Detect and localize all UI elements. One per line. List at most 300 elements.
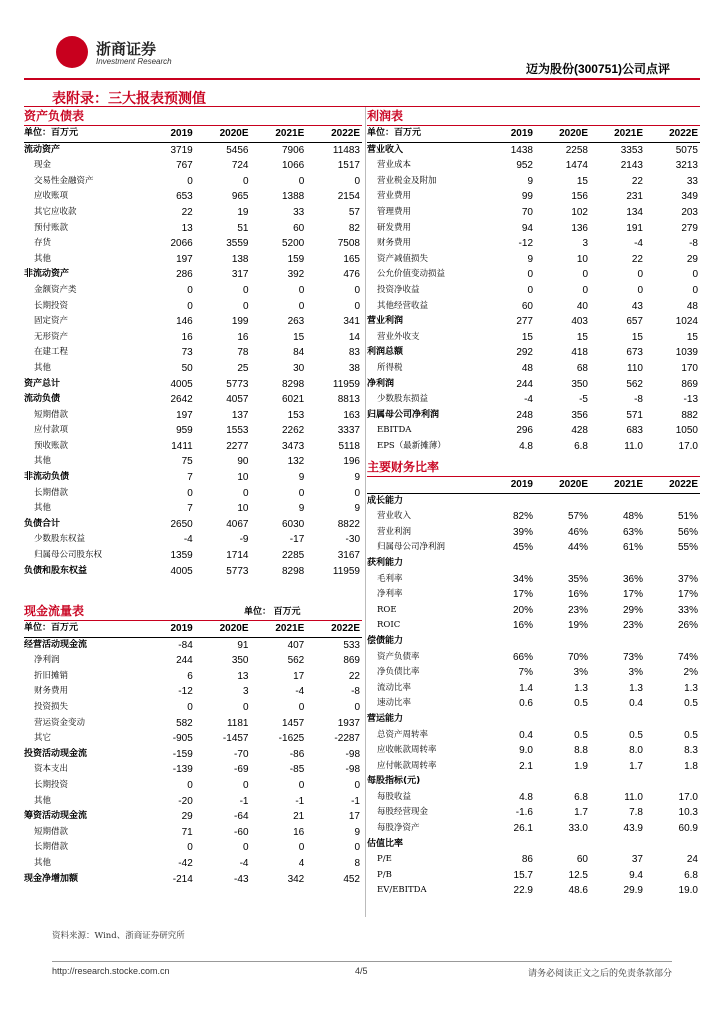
cell-value: 30 [293,362,305,374]
cell-value: 0 [527,284,533,296]
cell-value: 0 [298,842,305,854]
row-label: 净利润 [367,378,395,389]
cell-value: 33% [677,604,698,616]
row-label: 其他 [34,795,52,806]
row-label: 无形资产 [34,331,69,342]
cell-value: -2287 [334,733,360,745]
disclaimer: 请务必阅读正文之后的免责条款部分 [527,969,672,979]
cell-value: 6.8 [574,440,588,452]
cell-value [535,556,590,572]
cell-value: -20 [178,795,193,807]
cell-value: 0 [354,284,360,296]
cell-value: 110 [627,362,643,374]
cell-value: 3353 [620,144,643,156]
cell-value: 37% [677,573,698,585]
table-row [24,501,362,517]
row-label: 财务费用 [34,686,69,697]
table-row [24,840,362,856]
cell-value: 74% [677,651,698,663]
ratios-panel [367,459,700,899]
row-label: 长期投资 [34,300,69,311]
row-label: 折旧摊销 [34,670,69,681]
table-row [367,790,700,806]
cell-value: -4 [634,238,643,250]
cell-value: 134 [626,206,643,218]
table-row [24,809,362,825]
table-row [367,774,700,790]
row-label: 少数股东权益 [34,534,86,545]
row-label: 流动负债 [24,394,61,405]
cell-value: 1.8 [684,760,698,772]
cell-value: 4067 [226,518,249,530]
cell-value: -139 [172,764,193,776]
cell-value: 403 [571,316,588,328]
row-label: 非流动资产 [24,269,70,280]
cell-value: 1024 [675,316,698,328]
row-label: 偿债能力 [367,635,404,646]
year-header: 2022E [306,126,362,142]
cell-value: 0 [637,269,643,281]
balance-sheet-title: 资产负债表 [24,108,362,126]
row-label: ROIC [377,620,401,631]
cell-value: 3337 [337,425,360,437]
cell-value: 1.4 [519,682,533,694]
footer-url[interactable]: http://research.stocke.com.cn [52,966,170,976]
year-header: 2019 [480,477,535,493]
cell-value: 48 [521,362,533,374]
table-row [24,517,362,533]
row-label: 应收帐款周转率 [377,745,437,756]
table-row [24,872,362,888]
cell-value: 0 [242,175,249,187]
cell-value: 10 [237,503,249,515]
cell-value: 191 [626,222,643,234]
cell-value: 952 [516,160,533,172]
row-label: 成长能力 [367,495,404,506]
cell-value: 29 [686,253,698,265]
cell-value: 0 [354,300,360,312]
section-divider [24,106,700,107]
cell-value: 26.1 [513,823,533,835]
cell-value: 37 [631,854,643,866]
cell-value: 7.8 [629,807,643,819]
cell-value: 0 [354,487,360,499]
cell-value: 428 [571,425,588,437]
cell-value: -64 [234,811,249,823]
ratios-title: 主要财务比率 [367,459,700,477]
row-label: 营运能力 [367,713,404,724]
row-label: 金额资产类 [34,284,77,295]
cell-value: 36% [622,573,643,585]
table-row [367,805,700,821]
cell-value: 0 [354,701,360,713]
cell-value: 350 [571,378,588,390]
ratios-table [367,477,700,899]
cell-value: 19% [567,620,588,632]
row-label: 投资损失 [34,701,69,712]
row-label: 预收账款 [34,440,69,451]
cell-value: 22 [631,175,643,187]
row-label: 归属母公司股东权 [34,550,103,561]
cell-value [480,837,535,853]
cell-value: 8298 [282,378,305,390]
cell-value: 582 [176,717,193,729]
cell-value: -4 [295,686,305,698]
cell-value: 2285 [282,550,305,562]
cell-value [590,712,645,728]
cell-value: 34% [512,573,533,585]
cell-value: 203 [681,206,698,218]
cell-value: 8 [354,857,360,869]
cell-value: 317 [231,269,249,281]
cell-value: 6021 [282,394,305,406]
cell-value: 170 [681,362,698,374]
cell-value: 22.9 [513,885,533,897]
cell-value: 882 [681,409,698,421]
cell-value: 418 [571,347,588,359]
cashflow-title-text: 现金流量表 [24,604,85,618]
cell-value: 1553 [226,425,249,437]
cell-value: 156 [571,191,588,203]
cell-value: 2650 [170,518,193,530]
cell-value: 2642 [170,394,193,406]
year-header: 2019 [480,126,535,142]
row-label: 其他 [34,456,52,467]
cell-value [590,556,645,572]
cell-value: -4 [239,857,249,869]
row-label: 营业收入 [377,511,412,522]
cell-value: 9 [298,472,305,484]
cell-value: 43.9 [623,823,643,835]
cell-value: 11959 [332,378,360,390]
row-label: 资产总计 [24,378,61,389]
cell-value: 6 [187,670,193,682]
cell-value: 20% [512,604,533,616]
table-row [24,856,362,872]
cell-value: 4 [298,857,305,869]
table-row [367,189,700,205]
cell-value: 1714 [226,550,249,562]
cell-value: 292 [516,347,533,359]
table-row [367,439,700,455]
cell-value: 683 [626,425,643,437]
cell-value: -1 [351,795,360,807]
cell-value: 132 [287,456,305,468]
table-row [367,361,700,377]
cell-value: 3% [573,667,588,679]
cell-value: 38 [348,362,360,374]
cell-value: 17% [677,589,698,601]
cell-value: 248 [516,409,533,421]
table-row [24,252,362,268]
cell-value: 197 [176,409,193,421]
cell-value: 8.8 [574,745,588,757]
cell-value: -5 [579,394,588,406]
cell-value [590,837,645,853]
cell-value: 78 [237,347,249,359]
cell-value: 2258 [565,144,588,156]
cell-value [535,712,590,728]
cell-value: 0.5 [684,729,698,741]
row-label: 营业外收支 [377,331,420,342]
row-label: 经营活动现金流 [24,639,88,650]
cell-value: 14 [348,331,360,343]
company-name-en: Investment Research [96,57,172,66]
cell-value: 2% [683,667,698,679]
cell-value: 8.0 [629,745,643,757]
cell-value: 9 [298,503,305,515]
cell-value: 0 [242,487,249,499]
unit-label: 单位：百万元 [24,126,139,142]
cell-value: 3559 [226,238,249,250]
table-row [24,548,362,564]
table-row [24,700,362,716]
cell-value: 51 [237,222,249,234]
row-label: EPS（最新摊薄） [377,440,446,451]
cell-value: 5773 [226,565,249,577]
cell-value [480,774,535,790]
cell-value: 0 [187,701,193,713]
cell-value: -85 [289,764,305,776]
year-header: 2021E [590,477,645,493]
cell-value: 0 [582,284,588,296]
row-label: 总资产周转率 [377,729,429,740]
cell-value: 1937 [337,717,360,729]
cell-value: 138 [231,253,249,265]
cell-value: 4.8 [519,440,533,452]
cell-value: 476 [343,269,360,281]
cell-value: -69 [234,764,249,776]
cell-value: -12 [518,238,533,250]
cashflow-table [24,621,362,887]
table-row [367,408,700,424]
table-row [367,205,700,221]
row-label: 营运资金变动 [34,717,86,728]
row-label: 非流动负债 [24,472,70,483]
cell-value: 17 [293,670,305,682]
cell-value: 0.4 [519,729,533,741]
row-label: 估值比率 [367,838,404,849]
table-row [24,392,362,408]
cell-value: 9 [527,175,533,187]
table-row [24,158,362,174]
row-label: 在建工程 [34,347,69,358]
cell-value: 571 [626,409,643,421]
cell-value: 1050 [675,425,698,437]
row-label: 营业收入 [367,144,404,155]
table-row [24,778,362,794]
cell-value: 71 [181,826,193,838]
cell-value: 0.4 [629,698,643,710]
cell-value: 199 [231,316,249,328]
cell-value: 3 [242,686,249,698]
cell-value: 562 [287,655,305,667]
cell-value: 3 [582,238,588,250]
cell-value: 0 [187,284,193,296]
cell-value: 7 [187,472,193,484]
table-row [24,439,362,455]
cell-value: 277 [516,316,533,328]
cell-value: 0.5 [574,729,588,741]
cell-value: 146 [176,316,193,328]
year-header: 2021E [251,126,307,142]
cell-value [645,556,700,572]
cell-value: 392 [287,269,305,281]
row-label: EV/EBITDA [377,885,427,896]
cell-value: -1.6 [515,807,533,819]
cell-value [645,493,700,509]
cell-value: -60 [234,826,249,838]
cell-value: 724 [231,160,249,172]
cell-value: 15 [576,331,588,343]
table-row [367,345,700,361]
row-label: 公允价值变动损益 [377,269,446,280]
cell-value: 61% [622,542,643,554]
cell-value: 17% [512,589,533,601]
table-row [367,540,700,556]
cell-value: 653 [176,191,193,203]
cell-value: -1 [295,795,305,807]
table-row [367,283,700,299]
cell-value [480,634,535,650]
row-label: 负债和股东权益 [24,565,88,576]
table-row [367,821,700,837]
cell-value: 82 [348,222,360,234]
table-row [367,556,700,572]
doc-title: 迈为股份(300751)公司点评 [525,62,670,76]
cell-value: 5456 [226,144,249,156]
year-header: 2022E [645,126,700,142]
cell-value: 60 [521,300,533,312]
cell-value: 15 [521,331,533,343]
cell-value: 0 [298,284,305,296]
cell-value: 6030 [282,518,305,530]
cell-value: 356 [571,409,588,421]
cell-value: 82% [512,511,533,523]
cell-value [645,634,700,650]
row-label: 应付帐款周转率 [377,760,437,771]
cell-value: -1 [239,795,249,807]
row-label: ROE [377,604,397,615]
row-label: 归属母公司净利润 [377,542,446,553]
cell-value: 9.4 [629,869,643,881]
year-header: 2022E [306,621,362,637]
table-row [367,252,700,268]
row-label: EBITDA [377,425,412,436]
row-label: 其他 [34,857,52,868]
cell-value: 159 [287,253,305,265]
cell-value: 11959 [332,565,360,577]
cell-value: 17% [622,589,643,601]
cell-value: 4.8 [519,791,533,803]
cell-value [590,493,645,509]
year-header: 2019 [139,126,195,142]
table-row [367,650,700,666]
table-row [367,837,700,853]
table-header-row [24,126,362,142]
row-label: 其它 [34,733,52,744]
row-label: 管理费用 [377,206,412,217]
cell-value [480,712,535,728]
cell-value: 50 [181,362,193,374]
cell-value: 21 [293,811,305,823]
cell-value: 3473 [282,440,305,452]
table-row [367,142,700,158]
cell-value: 2277 [226,440,249,452]
cell-value: 5773 [226,378,249,390]
row-label: 获利能力 [367,557,404,568]
cell-value: 23% [622,620,643,632]
cell-value: 55% [677,542,698,554]
cell-value: 5075 [675,144,698,156]
cashflow-panel [24,603,362,887]
table-row [367,603,700,619]
cell-value: 46% [567,526,588,538]
cell-value: 4005 [170,378,193,390]
cell-value: 17.0 [678,791,698,803]
row-label: 投资净收益 [377,284,420,295]
row-label: 研发费用 [377,222,412,233]
cell-value: 16 [293,826,305,838]
balance-sheet-panel [24,108,362,579]
cell-value: 44% [567,542,588,554]
cell-value: -86 [289,748,305,760]
row-label: 所得税 [377,362,403,373]
year-header: 2020E [195,621,251,637]
cell-value: 7906 [282,144,305,156]
cell-value: 35% [567,573,588,585]
cell-value: 4057 [226,394,249,406]
cell-value: -905 [172,733,193,745]
cell-value: 869 [681,378,698,390]
cell-value: 11.0 [624,791,643,803]
cell-value: 19.0 [678,885,698,897]
cell-value: 16% [512,620,533,632]
cell-value: 11.0 [624,440,643,452]
row-label: 营业税金及附加 [377,175,437,186]
cell-value: 244 [516,378,533,390]
income-panel [367,108,700,454]
table-row [24,299,362,315]
cell-value: 66% [512,651,533,663]
row-label: 归属母公司净利润 [367,409,440,420]
cell-value: 0 [242,300,249,312]
cell-value: 0 [637,284,643,296]
cell-value: 99 [521,191,533,203]
cell-value: 51% [677,511,698,523]
table-row [24,221,362,237]
cell-value: 9.0 [519,745,533,757]
cell-value: -9 [239,534,249,546]
table-row [367,712,700,728]
cell-value: 15 [576,175,588,187]
cell-value: 1411 [171,440,193,452]
table-row [24,236,362,252]
cell-value: -17 [289,534,305,546]
table-row [24,794,362,810]
row-label: 资产减值损失 [377,253,429,264]
table-row [367,883,700,899]
table-row [24,454,362,470]
cell-value: 70 [521,206,533,218]
cell-value: 0 [527,269,533,281]
cell-value: 562 [626,378,643,390]
table-row [367,634,700,650]
cell-value: 533 [343,639,360,651]
table-row [24,142,362,158]
source-note: 资料来源：Wind、浙商证券研究所 [52,931,185,941]
cell-value: -42 [178,857,193,869]
